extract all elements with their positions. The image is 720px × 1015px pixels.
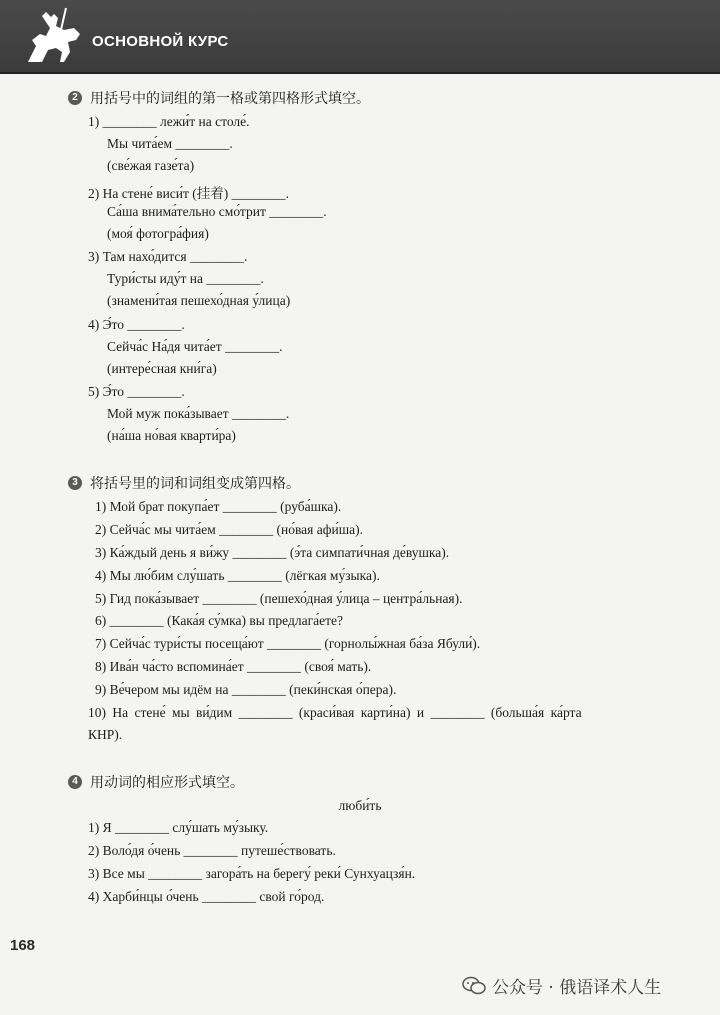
page-header (0, 0, 720, 74)
exercise-hint: (на́ша но́вая кварти́ра) (107, 428, 236, 443)
exercise-line: Мой муж пока́зывает ________. (107, 406, 290, 421)
exercise-line: 10) На стене́ мы ви́дим ________ (краси́вая карти́на) и ________ (больша́я ка́рта (88, 705, 582, 720)
exercise-line: 3) Ка́ждый день я ви́жу ________ (э́та симпати́чная де́вушка). (95, 545, 450, 560)
exercise-line: 4) Мы лю́бим слу́шать ________ (лёгкая му́зыка). (95, 568, 380, 583)
exercise-line: Сейча́с На́дя чита́ет ________. (107, 339, 283, 354)
exercise-line: 6) ________ (Кака́я су́мка) вы предлага́ете? (95, 613, 343, 628)
exercise-line: 2) Воло́дя о́чень ________ путеше́ствовать. (88, 843, 336, 858)
exercise-line: 8) Ива́н ча́сто вспомина́ет ________ (своя́ мать). (95, 659, 372, 674)
page-number: 168 (10, 937, 36, 954)
exercise-line: 1) Я ________ слу́шать му́зыку. (88, 820, 269, 835)
verb-heading: люби́ть (338, 798, 382, 813)
exercise-line: 9) Ве́чером мы идём на ________ (пеки́нская о́пера). (95, 682, 397, 697)
exercise-line: 4) Э́то ________. (88, 317, 185, 332)
horse-rider-icon (20, 6, 90, 68)
header-title: ОСНОВНОЙ КУРС (92, 33, 229, 50)
section-2-heading (68, 88, 370, 108)
section-4-heading (68, 772, 244, 792)
exercise-line: 1) Мой брат покупа́ет ________ (руба́шка). (95, 499, 342, 514)
exercise-line: 3) Все мы ________ загора́ть на берегу́ реки́ Сунхуацзя́н. (88, 866, 416, 881)
section-instruction: 用括号中的词组的第一格或第四格形式填空。 (90, 91, 370, 107)
section-instruction: 将括号里的词和词组变成第四格。 (90, 476, 300, 492)
watermark (462, 973, 661, 998)
exercise-line: 2) На стене́ виси́т (挂着) ________. (88, 186, 290, 201)
watermark-text: 公众号 · 俄语译术人生 (492, 978, 662, 998)
exercise-line: 2) Сейча́с мы чита́ем ________ (но́вая афи́ша). (95, 522, 363, 537)
exercise-line: 5) Гид пока́зывает ________ (пешехо́дная у́лица – центра́льная). (95, 591, 463, 606)
section-number-badge: 2 (68, 91, 82, 105)
exercise-line-continued: КНР). (88, 727, 123, 742)
wechat-icon (462, 976, 486, 996)
exercise-hint: (знамени́тая пешехо́дная у́лица) (107, 293, 291, 308)
exercise-hint: (све́жая газе́та) (107, 158, 195, 173)
exercise-line: 3) Там нахо́дится ________. (88, 249, 248, 264)
exercise-line: 7) Сейча́с тури́сты посеща́ют ________ (горнолы́жная ба́за Ябули́). (95, 636, 481, 651)
section-number-badge: 3 (68, 476, 82, 490)
section-number-badge: 4 (68, 775, 82, 789)
exercise-line: 1) ________ лежи́т на столе́. (88, 114, 250, 129)
exercise-line: Са́ша внима́тельно смо́трит ________. (107, 204, 327, 219)
section-instruction: 用动词的相应形式填空。 (90, 775, 244, 791)
exercise-line: Тури́сты иду́т на ________. (107, 271, 264, 286)
exercise-line: 4) Харби́нцы о́чень ________ свой го́род. (88, 889, 325, 904)
section-3-heading (68, 473, 300, 493)
exercise-hint: (моя́ фотогра́фия) (107, 226, 209, 241)
exercise-hint: (интере́сная кни́га) (107, 361, 217, 376)
exercise-line: 5) Э́то ________. (88, 384, 185, 399)
exercise-line: Мы чита́ем ________. (107, 136, 233, 151)
